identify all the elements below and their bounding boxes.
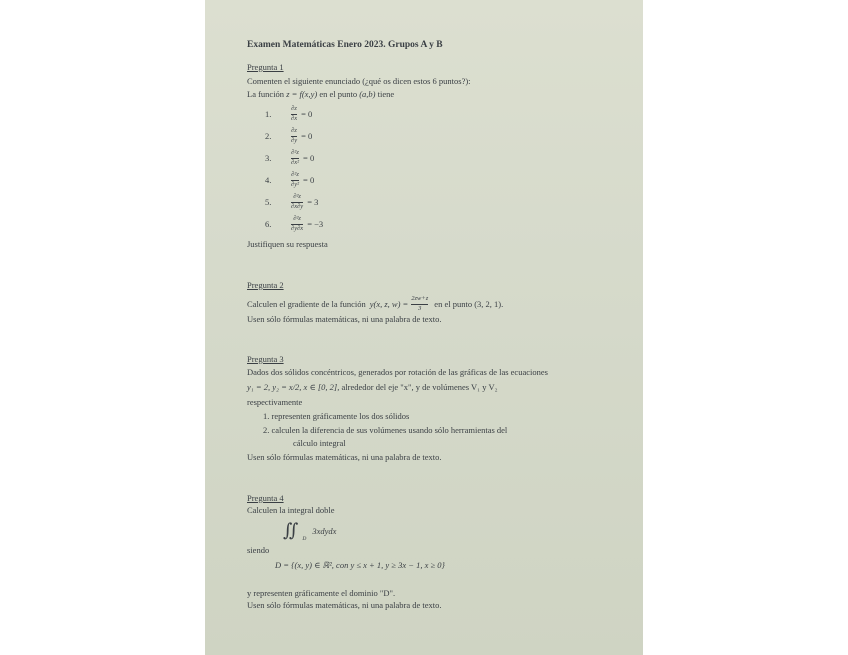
question-4-domain: D = {(x, y) ∈ ℝ², con y ≤ x + 1, y ≥ 3x − 1, x ≥ 0}	[275, 560, 445, 570]
exam-paper	[205, 0, 643, 655]
item-rhs: = 3	[307, 197, 319, 207]
fraction-numerator: ∂z	[291, 105, 297, 112]
fraction-denominator: ∂y∂x	[291, 224, 304, 232]
partial-derivative-fraction	[291, 128, 297, 144]
integral-domain-subscript: D	[302, 535, 307, 542]
question-2-prompt-suffix: en el punto (3, 2, 1).	[434, 299, 504, 309]
question-3-equations: y₁ = 2, y₂ = x/2, x ∈ [0, 2],	[247, 382, 340, 392]
question-4-heading: Pregunta 4	[247, 493, 284, 503]
fraction-numerator: ∂z	[291, 127, 297, 134]
question-2-fraction	[411, 296, 428, 312]
question-2-function: y(x, z, w) =	[369, 299, 409, 309]
fraction-numerator: ∂²z	[293, 193, 301, 200]
question-1-item	[265, 106, 312, 122]
exam-title: Examen Matemáticas Enero 2023. Grupos A y B	[247, 40, 443, 50]
question-4-prompt: Calculen la integral doble	[247, 505, 335, 515]
question-1-heading: Pregunta 1	[247, 62, 284, 72]
fraction-denominator: 3	[418, 304, 422, 312]
fraction-denominator: ∂y	[291, 136, 298, 144]
question-1-function-prefix: La función	[247, 89, 285, 99]
fraction-denominator: ∂x∂y	[291, 202, 304, 210]
integral-symbol: ∬	[283, 520, 299, 540]
question-4-instruction: y representen gráficamente el dominio "D".	[247, 588, 396, 598]
item-number: 3.	[265, 153, 272, 163]
item-number: 1.	[265, 109, 272, 119]
question-3-prompt: Dados dos sólidos concéntricos, generados por rotación de las gráficas de las ecuaciones	[247, 367, 548, 377]
question-1-item	[265, 194, 318, 210]
item-number: 2.	[265, 131, 272, 141]
question-1-point: (a,b)	[359, 89, 376, 99]
question-3-closing: Usen sólo fórmulas matemáticas, ni una palabra de texto.	[247, 452, 442, 462]
fraction-numerator: 2zw+z	[411, 295, 429, 302]
question-3-axis-text: alrededor del eje "x", y de volúmenes V₁ y V₂	[341, 382, 498, 392]
question-1-item	[265, 150, 314, 166]
question-2-prompt-prefix: Calculen el gradiente de la función	[247, 299, 366, 309]
fraction-denominator: ∂y²	[291, 180, 300, 188]
question-4-closing: Usen sólo fórmulas matemáticas, ni una palabra de texto.	[247, 600, 442, 610]
item-number: 5.	[265, 197, 272, 207]
question-4-siendo: siendo	[247, 545, 270, 555]
item-rhs: = 0	[303, 153, 315, 163]
partial-derivative-fraction	[291, 216, 303, 232]
question-1-function-line	[247, 89, 394, 99]
fraction-numerator: ∂²z	[291, 171, 299, 178]
question-3-heading: Pregunta 3	[247, 354, 284, 364]
partial-derivative-fraction	[291, 150, 299, 166]
partial-derivative-fraction	[291, 172, 299, 188]
item-rhs: = 0	[303, 175, 315, 185]
question-3-subitem: 2. calculen la diferencia de sus volúmenes usando sólo herramientas del	[263, 425, 508, 435]
partial-derivative-fraction	[291, 194, 303, 210]
question-3-subitem: 1. representen gráficamente los dos sólidos	[263, 411, 410, 421]
partial-derivative-fraction	[291, 106, 297, 122]
question-1-function-expression: z = f(x,y)	[286, 89, 318, 99]
integrand: 3xdydx	[312, 525, 337, 536]
fraction-denominator: ∂x	[291, 114, 298, 122]
item-number: 4.	[265, 175, 272, 185]
question-2-prompt	[247, 296, 503, 312]
question-2-heading: Pregunta 2	[247, 280, 284, 290]
question-1-function-suffix: tiene	[377, 89, 395, 99]
double-integral	[283, 520, 336, 541]
question-1-closing: Justifiquen su respuesta	[247, 239, 328, 249]
question-1-prompt: Comenten el siguiente enunciado (¿qué os dicen estos 6 puntos?):	[247, 76, 471, 86]
question-2-instruction: Usen sólo fórmulas matemáticas, ni una palabra de texto.	[247, 314, 442, 324]
question-3-respectively: respectivamente	[247, 397, 303, 407]
question-3-equations-line	[247, 382, 498, 393]
item-rhs: = 0	[301, 131, 313, 141]
item-number: 6.	[265, 219, 272, 229]
fraction-numerator: ∂²z	[293, 215, 301, 222]
question-1-function-mid: en el punto	[319, 89, 358, 99]
question-1-item	[265, 128, 312, 144]
question-1-item	[265, 216, 323, 232]
question-1-item	[265, 172, 314, 188]
item-rhs: = −3	[307, 219, 324, 229]
fraction-numerator: ∂²z	[291, 149, 299, 156]
question-3-subitem-continuation: cálculo integral	[293, 438, 346, 448]
item-rhs: = 0	[301, 109, 313, 119]
fraction-denominator: ∂x²	[291, 158, 300, 166]
